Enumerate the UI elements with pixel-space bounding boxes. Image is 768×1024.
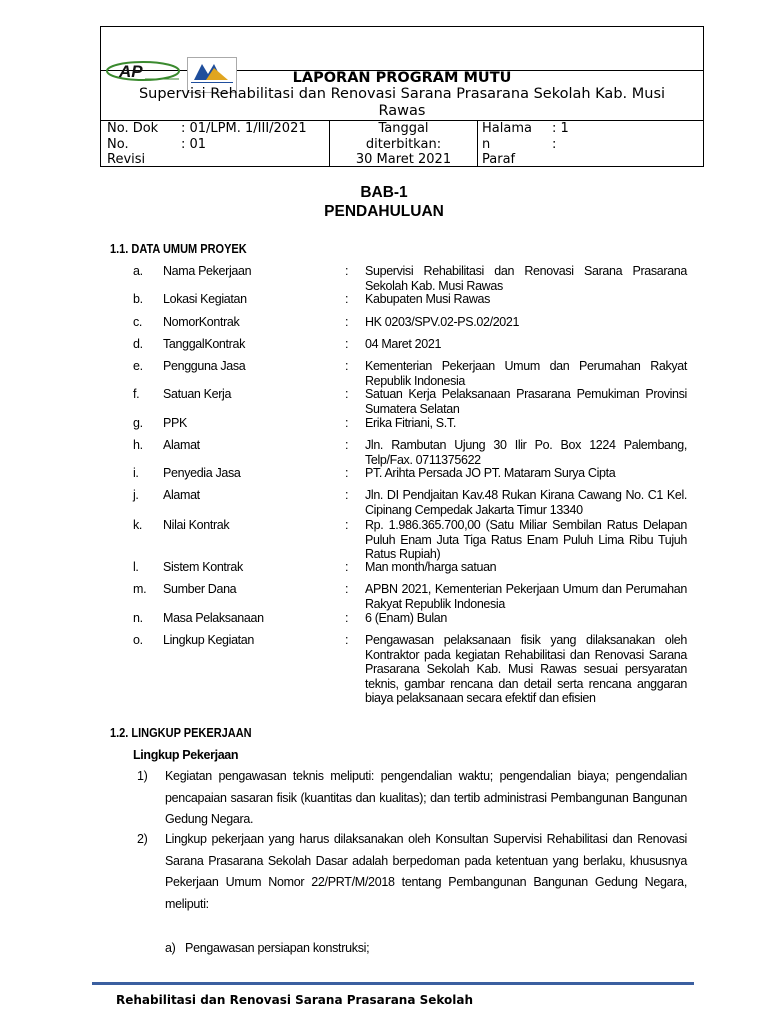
row-colon: : [345, 264, 349, 278]
row-letter: h. [133, 438, 143, 452]
row-colon: : [345, 387, 349, 401]
row-label: TanggalKontrak [163, 337, 245, 351]
no-revisi-value: : 01 [181, 136, 207, 152]
row-label: Nilai Kontrak [163, 518, 230, 532]
row-label: Masa Pelaksanaan [163, 611, 264, 625]
row-colon: : [345, 633, 349, 647]
document-header-table [100, 26, 704, 167]
row-colon: : [345, 518, 349, 532]
paraf-label: Paraf [482, 152, 516, 167]
row-colon: : [345, 359, 349, 373]
row-label: PPK [163, 416, 187, 430]
tanggal-value: 30 Maret 2021 [355, 152, 452, 167]
row-letter: c. [133, 315, 143, 329]
no-revisi-label: No. [107, 136, 129, 152]
row-colon: : [345, 416, 349, 430]
section-heading-data-umum: 1.1. DATA UMUM PROYEK [110, 242, 247, 256]
row-value: 6 (Enam) Bulan [365, 611, 447, 625]
row-label: NomorKontrak [163, 315, 240, 329]
row-letter: a. [133, 264, 143, 278]
row-label: Lingkup Kegiatan [163, 633, 255, 647]
row-label: Pengguna Jasa [163, 359, 246, 373]
row-colon: : [345, 315, 349, 329]
no-dok-label: No. Dok [107, 121, 159, 136]
row-value: Erika Fitriani, S.T. [365, 416, 456, 430]
row-label: Satuan Kerja [163, 387, 232, 401]
halaman-value: : 1 [552, 121, 569, 136]
row-letter: j. [133, 488, 139, 502]
row-label: Nama Pekerjaan [163, 264, 252, 278]
report-subtitle-line2: Rawas [378, 103, 426, 119]
no-revisi-label-2: Revisi [107, 152, 146, 167]
row-colon: : [345, 438, 349, 452]
halaman-label-2: n [482, 136, 491, 152]
row-value: Satuan Kerja Pelaksanaan Prasarana Pemukiman Provinsi Sumatera Selatan [365, 387, 687, 416]
row-value: Jln. Rambutan Ujung 30 Ilir Po. Box 1224 Palembang, Telp/Fax. 0711375622 [365, 438, 687, 467]
row-colon: : [345, 466, 349, 480]
row-letter: i. [133, 466, 139, 480]
row-colon: : [345, 582, 349, 596]
row-value: HK 0203/SPV.02-PS.02/2021 [365, 315, 520, 329]
footer-divider [92, 982, 694, 985]
row-colon: : [345, 560, 349, 574]
tanggal-label-2: diterbitkan: [365, 136, 442, 152]
row-value: Pengawasan pelaksanaan fisik yang dilaksanakan oleh Kontraktor pada kegiatan Rehabilitasi dan Renovasi Sarana Prasarana Sekolah Kab. Musi Rawas sesuai persyaratan teknis, gambar rencana dan detail serta rencana anggaran biaya pelaksanaan secara efektif dan efisien [365, 633, 687, 705]
chapter-title: PENDAHULUAN [324, 203, 444, 220]
row-letter: m. [133, 582, 147, 596]
list-item-number: 2) [137, 832, 148, 846]
list-item-text: Lingkup pekerjaan yang harus dilaksanakan oleh Konsultan Supervisi Rehabilitasi dan Renovasi Sarana Prasarana Sekolah Dasar adalah berpedoman pada ketentuan yang berlaku, khususnya Pekerjaan Umum Nomor 22/PRT/M/2018 tentang Pembangunan Bangunan Gedung Negara, meliputi: [165, 832, 687, 911]
doc-number-cell [101, 121, 330, 167]
row-value: Rp. 1.986.365.700,00 (Satu Miliar Sembilan Ratus Delapan Puluh Enam Juta Tiga Ratus Enam Puluh Lima Ribu Tujuh Ratus Rupiah) [365, 518, 687, 561]
svg-text:AP: AP [119, 62, 143, 81]
row-letter: g. [133, 416, 143, 430]
tanggal-cell [330, 121, 478, 167]
row-label: Sumber Dana [163, 582, 237, 596]
row-value: 04 Maret 2021 [365, 337, 442, 351]
sub-list-item: a) Pengawasan persiapan konstruksi; [165, 941, 370, 955]
header-info-row [101, 120, 703, 167]
row-label: Sistem Kontrak [163, 560, 243, 574]
row-letter: b. [133, 292, 143, 306]
list-item-number: 1) [137, 769, 148, 783]
row-value: Man month/harga satuan [365, 560, 497, 574]
list-item-text: Kegiatan pengawasan teknis meliputi: pengendalian waktu; pengendalian biaya; pengendalian pencapaian sasaran fisik (kuantitas dan kualitas); dan tertib administrasi Pembangunan Bangunan Gedung Negara. [165, 769, 687, 826]
row-label: Alamat [163, 488, 200, 502]
row-colon: : [345, 292, 349, 306]
row-value: Supervisi Rehabilitasi dan Renovasi Sarana Prasarana Sekolah Kab. Musi Rawas [365, 264, 687, 293]
report-title: LAPORAN PROGRAM MUTU [292, 70, 512, 86]
halaman-label: Halama [482, 121, 532, 136]
halaman-cell [478, 121, 703, 167]
no-dok-value: : 01/LPM. 1/III/2021 [181, 121, 307, 136]
section-heading-lingkup: 1.2. LINGKUP PEKERJAAN [110, 726, 252, 740]
row-value: APBN 2021, Kementerian Pekerjaan Umum dan Perumahan Rakyat Republik Indonesia [365, 582, 687, 611]
footer-text: Rehabilitasi dan Renovasi Sarana Prasarana Sekolah [116, 993, 474, 1007]
row-letter: n. [133, 611, 143, 625]
row-colon: : [345, 337, 349, 351]
row-letter: f. [133, 387, 140, 401]
row-value: Jln. DI Pendjaitan Kav.48 Rukan Kirana Cawang No. C1 Kel. Cipinang Cempedak Jakarta Timur 13340 [365, 488, 687, 517]
row-value: Kabupaten Musi Rawas [365, 292, 491, 306]
row-letter: e. [133, 359, 143, 373]
report-subtitle [101, 86, 703, 120]
row-letter: o. [133, 633, 143, 647]
row-colon: : [345, 611, 349, 625]
subheading-lingkup-pekerjaan: Lingkup Pekerjaan [133, 748, 239, 762]
paraf-value: : [552, 136, 557, 152]
row-label: Penyedia Jasa [163, 466, 241, 480]
chapter-number: BAB-1 [360, 184, 408, 201]
row-label: Alamat [163, 438, 200, 452]
row-label: Lokasi Kegiatan [163, 292, 247, 306]
report-subtitle-line1: Supervisi Rehabilitasi dan Renovasi Sarana Prasarana Sekolah Kab. Musi [138, 86, 666, 102]
row-letter: d. [133, 337, 143, 351]
row-value: Kementerian Pekerjaan Umum dan Perumahan Rakyat Republik Indonesia [365, 359, 687, 388]
row-value: PT. Arihta Persada JO PT. Mataram Surya Cipta [365, 466, 616, 480]
tanggal-label: Tanggal [378, 121, 429, 136]
row-colon: : [345, 488, 349, 502]
row-letter: k. [133, 518, 143, 532]
row-letter: l. [133, 560, 139, 574]
